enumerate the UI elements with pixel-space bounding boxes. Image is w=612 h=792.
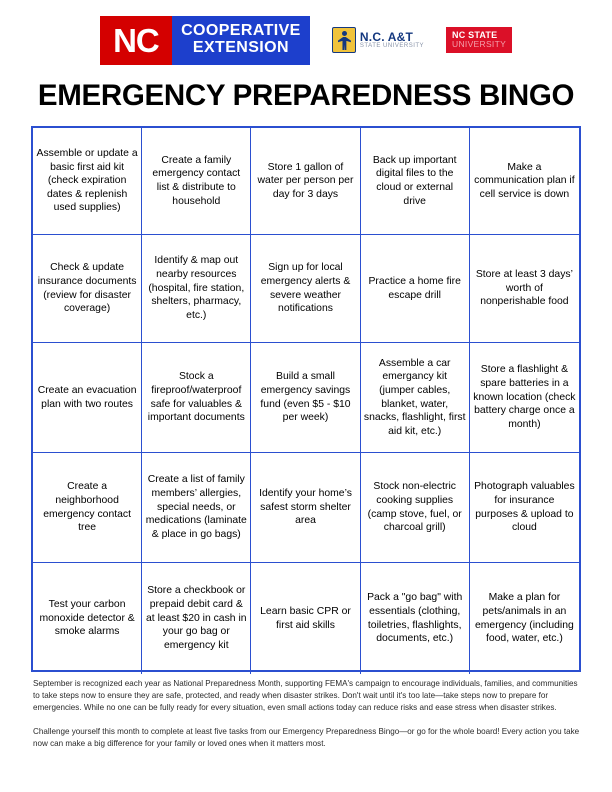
nc-state-logo-line2: UNIVERSITY: [452, 38, 507, 49]
bingo-cell-r1c1[interactable]: [33, 128, 142, 235]
nc-at-logo-name: N.C. A&T: [359, 29, 414, 44]
bingo-cell-r4c2[interactable]: [142, 453, 251, 563]
nc-at-logo-text: [360, 31, 424, 50]
nc-logo-nc-text: NC: [113, 21, 159, 59]
bingo-cell-text: Practice a home fire escape drill: [368, 275, 461, 301]
nc-logo-blue-block: [172, 16, 310, 65]
bingo-cell-r2c2[interactable]: [142, 235, 251, 343]
bingo-cell-text: Make a communication plan if cell service is down: [474, 161, 575, 200]
nc-logo-cooperative-text: COOPERATIVE: [181, 22, 301, 40]
bingo-cell-text: Test your carbon monoxide detector & smoke alarms: [39, 599, 135, 638]
bingo-cell-r2c3[interactable]: [251, 235, 360, 343]
bingo-cell-text: Pack a "go bag" with essentials (clothing, toiletries, flashlights, documents, etc.): [367, 592, 463, 645]
bingo-cell-r4c4[interactable]: [361, 453, 470, 563]
footer-paragraph-1: September is recognized each year as National Preparedness Month, supporting FEMA's campaign to encourage individuals, families, and communities to take steps now to ensure they are safe, protected, and ready when disaster strikes. Don't wait until it's too late—take steps now to prepare for emergencies. While no one can be fully ready for every situation, even small actions today can reduce risks and ease stress when disaster strikes.: [33, 679, 578, 712]
bingo-cell-r4c1[interactable]: [33, 453, 142, 563]
bingo-cell-text: Create a neighborhood emergency contact tree: [43, 481, 131, 534]
bingo-cell-r2c5[interactable]: [470, 235, 579, 343]
footer-paragraph-2: Challenge yourself this month to complete at least five tasks from our Emergency Preparedness Bingo—or go for the whole board! Every action you take now can make a big difference for your family or loved ones when it matters most.: [33, 726, 580, 748]
nc-logo-extension-text: EXTENSION: [192, 38, 289, 56]
bingo-cell-text: Identify your home’s safest storm shelter area: [259, 488, 352, 527]
bingo-cell-r1c2[interactable]: [142, 128, 251, 235]
bingo-cell-text: Learn basic CPR or first aid skills: [260, 605, 351, 631]
bingo-cell-r4c3[interactable]: [251, 453, 360, 563]
nc-at-state-university-logo: [332, 23, 424, 57]
logo-bar: [0, 12, 612, 68]
bingo-cell-text: Store 1 gallon of water per person per day for 3 days: [257, 161, 354, 200]
bingo-cell-r1c4[interactable]: [361, 128, 470, 235]
bingo-cell-text: Photograph valuables for insurance purposes & upload to cloud: [474, 481, 575, 534]
bingo-cell-text: Store at least 3 days’ worth of nonperishable food: [475, 269, 573, 308]
bingo-grid: [31, 126, 581, 672]
bingo-cell-text: Create a family emergency contact list & distribute to household: [152, 154, 241, 207]
bingo-cell-r3c5[interactable]: [470, 343, 579, 453]
bingo-cell-r1c5[interactable]: [470, 128, 579, 235]
bingo-cell-r5c2[interactable]: [142, 563, 251, 674]
bingo-cell-text: Build a small emergency savings fund (even $5 - $10 per week): [260, 371, 351, 424]
bingo-cell-r3c4[interactable]: [361, 343, 470, 453]
bingo-cell-r2c4[interactable]: [361, 235, 470, 343]
bingo-cell-r3c2[interactable]: [142, 343, 251, 453]
bingo-cell-r3c3[interactable]: [251, 343, 360, 453]
bingo-cell-text: Assemble a car emergancy kit (jumper cables, blanket, water, snacks, flashlight, first aid kit, etc.): [363, 357, 466, 437]
page-title: EMERGENCY PREPAREDNESS BINGO: [37, 79, 575, 112]
nc-logo-red-block: [100, 16, 172, 65]
nc-cooperative-extension-logo: [100, 16, 310, 65]
bingo-cell-r2c1[interactable]: [33, 235, 142, 343]
bingo-cell-r1c3[interactable]: [251, 128, 360, 235]
bingo-cell-text: Store a checkbook or prepaid debit card & at least $20 in cash in your go bag or emergency kit: [146, 585, 247, 651]
bingo-cell-text: Stock a fireproof/waterproof safe for valuables & important documents: [147, 371, 245, 424]
bingo-cell-text: Identify & map out nearby resources (hospital, fire station, shelters, pharmacy, etc.): [148, 255, 245, 321]
bingo-cell-text: Assemble or update a basic first aid kit (check expiration dates & replenish used supplies): [36, 147, 138, 214]
bingo-cell-r5c5[interactable]: [470, 563, 579, 674]
nc-state-university-logo: [446, 27, 512, 54]
bingo-cell-r5c4[interactable]: [361, 563, 470, 674]
bingo-cell-r3c1[interactable]: [33, 343, 142, 453]
bingo-cell-text: Create an evacuation plan with two routes: [37, 384, 137, 410]
nc-state-logo-line1: NC STATE: [452, 29, 498, 40]
nc-at-logo-subtitle: STATE UNIVERSITY: [359, 43, 425, 50]
bingo-cell-r4c5[interactable]: [470, 453, 579, 563]
bingo-cell-text: Check & update insurance documents (review for disaster coverage): [37, 262, 137, 315]
aggie-bulldog-icon: [332, 27, 356, 53]
bingo-cell-text: Make a plan for pets/animals in an emergency (including food, water, etc.): [475, 592, 574, 645]
footer-text: [33, 678, 581, 750]
bingo-cell-r5c1[interactable]: [33, 563, 142, 674]
bingo-cell-text: Back up important digital files to the cloud or external drive: [372, 154, 457, 207]
bingo-cell-text: Stock non-electric cooking supplies (camp stove, fuel, or charcoal grill): [367, 481, 462, 534]
bingo-cell-text: Store a flashlight & spare batteries in a known location (check battery charge once a month): [473, 364, 576, 430]
bingo-cell-r5c3[interactable]: [251, 563, 360, 674]
bingo-cell-text: Sign up for local emergency alerts & severe weather notifications: [260, 262, 351, 315]
bingo-cell-text: Create a list of family members’ allergies, special needs, or medications (laminate & place in go bags): [145, 474, 247, 540]
